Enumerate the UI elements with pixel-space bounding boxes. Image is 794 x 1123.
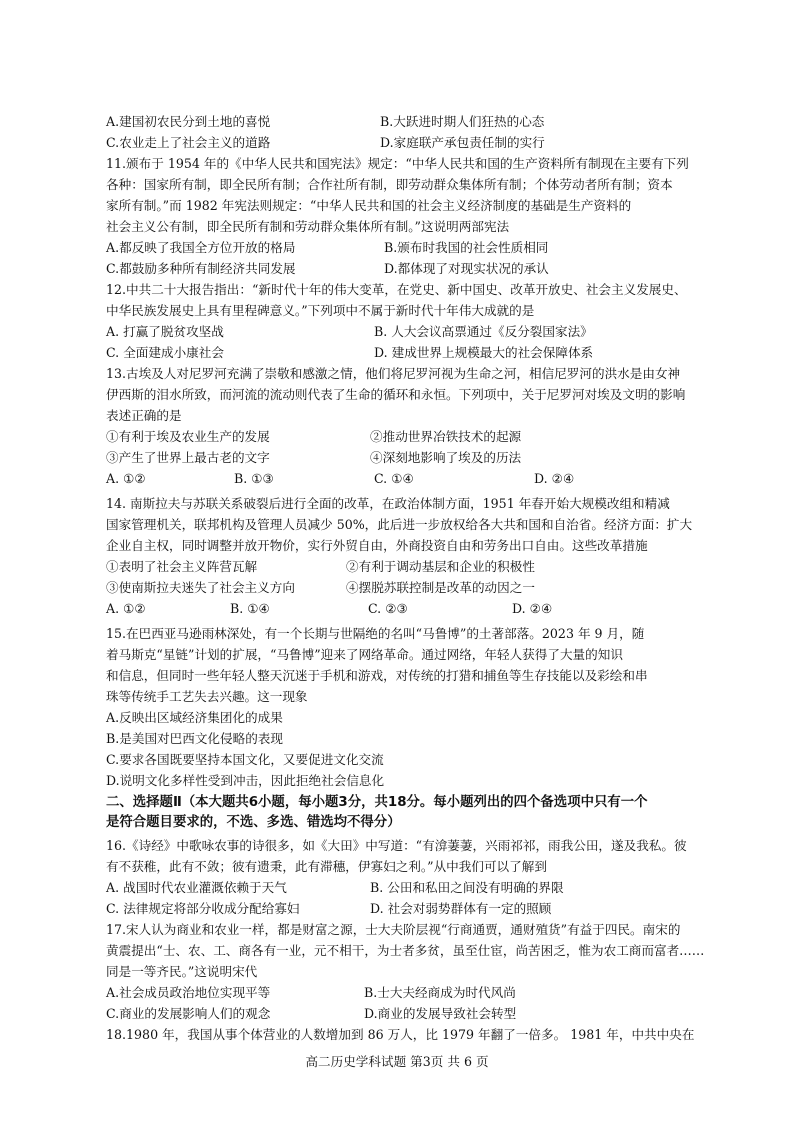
q16-option-b: B. 公田和私田之间没有明确的界限 xyxy=(370,880,564,895)
q18-stem-line: 18.1980 年，我国从事个体营业的人数增加到 86 万人，比 1979 年翻了一倍多。 1981 年，中共中央在 xyxy=(106,1027,695,1042)
page-footer: 高二历史学科试题 第3页 共 6 页 xyxy=(305,1054,489,1069)
q14-stem-line: 国家管理机关，联邦机构及管理人员减少 50%，此后进一步放权给各大共和国和自治省。经济方面：扩大 xyxy=(106,517,693,532)
q14-statement-1: ①表明了社会主义阵营瓦解 xyxy=(106,559,258,574)
q15-option-c: C.要求各国既要坚持本国文化，又要促进文化交流 xyxy=(106,752,384,767)
q12-option-d: D. 建成世界上规模最大的社会保障体系 xyxy=(374,345,594,360)
q17-stem-line: 17.宋人认为商业和农业一样，都是财富之源，士大夫阶层视“行商通贾，通财殖货”有益于四民。南宋的 xyxy=(106,922,681,937)
q17-option-c: C.商业的发展影响人们的观念 xyxy=(106,1006,271,1021)
q15-option-d: D.说明文化多样性受到冲击，因此拒绝社会信息化 xyxy=(106,773,385,788)
q15-stem-line: 着马斯克“星链”计划的扩展，“马鲁博”迎来了网络革命。通过网络，年轻人获得了大量的知识 xyxy=(106,647,623,662)
q17-option-d: D.商业的发展导致社会转型 xyxy=(364,1006,517,1021)
q14-stem-line: 14. 南斯拉夫与苏联关系破裂后进行全面的改革，在政治体制方面，1951 年春开始大规模改组和精减 xyxy=(106,496,670,511)
q14-option-c: C. ②③ xyxy=(368,601,408,616)
q17-stem-line: 同是一等齐民。”这说明宋代 xyxy=(106,964,258,979)
q10-option-b: B.大跃进时期人们狂热的心态 xyxy=(380,114,545,129)
q15-option-a: A.反映出区域经济集团化的成果 xyxy=(106,710,283,725)
q11-stem-line: 社会主义公有制，即全民所有制和劳动群众集体所有制。”这说明两部宪法 xyxy=(106,219,510,234)
q13-statement-1: ①有利于埃及农业生产的发展 xyxy=(106,429,270,444)
q16-stem-line: 有不获稚，此有不敛；彼有遗秉，此有滞穗，伊寡妇之利。”从中我们可以了解到 xyxy=(106,859,547,874)
q17-stem-line: 黄震提出“士、农、工、商各有一业，元不相干，为士者多贫，虽至仕宦，尚苦困乏，惟为农工商而富者…… xyxy=(106,943,705,958)
q12-option-b: B. 人大会议高票通过《反分裂国家法》 xyxy=(374,324,593,339)
q12-option-a: A. 打赢了脱贫攻坚战 xyxy=(106,324,224,339)
q12-stem-line: 12.中共二十大报告指出：“新时代十年的伟大变革，在党史、新中国史、改革开放史、社会主义发展史、 xyxy=(106,282,687,297)
q16-option-c: C. 法律规定将部分收成分配给寡妇 xyxy=(106,901,300,916)
section-2-heading: 是符合题目要求的，不选、多选、错选均不得分） xyxy=(106,815,401,830)
q10-option-d: D.家庭联产承包责任制的实行 xyxy=(380,135,545,150)
q13-stem-line: 13.古埃及人对尼罗河充满了崇敬和感激之情，他们将尼罗河视为生命之河，相信尼罗河的洪水是由女神 xyxy=(106,366,681,381)
q16-stem-line: 16.《诗经》中歌咏农事的诗很多，如《大田》中写道：“有渰萋萋，兴雨祁祁，雨我公田，遂及我私。彼 xyxy=(106,838,687,853)
q11-option-a: A.都反映了我国全方位开放的格局 xyxy=(106,240,296,255)
q14-option-b: B. ①④ xyxy=(230,601,270,616)
q13-statement-4: ④深刻地影响了埃及的历法 xyxy=(370,450,522,465)
q13-option-b: B. ①③ xyxy=(234,471,274,486)
q17-option-b: B.士大夫经商成为时代风尚 xyxy=(364,985,516,1000)
q15-option-b: B.是美国对巴西文化侵略的表现 xyxy=(106,731,283,746)
q11-option-b: B.颁布时我国的社会性质相同 xyxy=(384,240,549,255)
q14-stem-line: 企业自主权，同时调整并放开物价，实行外贸自由，外商投资自由和劳务出口自由。这些改革措施 xyxy=(106,538,648,553)
q13-stem-line: 伊西斯的泪水所致，而河流的流动则代表了生命的循环和永恒。下列项中，关于尼罗河对埃及文明的影响 xyxy=(106,387,686,402)
q14-option-d: D. ②④ xyxy=(512,601,553,616)
q13-option-c: C. ①④ xyxy=(374,471,414,486)
q11-stem-line: 11.颁布于 1954 年的《中华人民共和国宪法》规定：“中华人民共和国的生产资料所有制现在主要有下列 xyxy=(106,156,689,171)
q13-option-d: D. ②④ xyxy=(534,471,575,486)
q10-option-c: C.农业走上了社会主义的道路 xyxy=(106,135,271,150)
q11-option-d: D.都体现了对现实状况的承认 xyxy=(384,261,549,276)
q12-option-c: C. 全面建成小康社会 xyxy=(106,345,224,360)
q12-stem-line: 中华民族发展史上具有里程碑意义。”下列项中不属于新时代十年伟大成就的是 xyxy=(106,303,535,318)
q11-stem-line: 家所有制。”而 1982 年宪法则规定：“中华人民共和国的社会主义经济制度的基础是生产资料的 xyxy=(106,198,632,213)
q16-option-d: D. 社会对弱势群体有一定的照顾 xyxy=(370,901,552,916)
q14-statement-4: ④摆脱苏联控制是改革的动因之一 xyxy=(346,580,535,595)
q13-option-a: A. ①② xyxy=(106,471,146,486)
q17-option-a: A.社会成员政治地位实现平等 xyxy=(106,985,271,1000)
q15-stem-line: 和信息，但同时一些年轻人整天沉迷于手机和游戏，对传统的打猎和捕鱼等生存技能以及彩绘和串 xyxy=(106,668,648,683)
q15-stem-line: 15.在巴西亚马逊雨林深处，有一个长期与世隔绝的名叫“马鲁博”的土著部落。2023 年 9 月，随 xyxy=(106,626,645,641)
q11-option-c: C.都鼓励多种所有制经济共同发展 xyxy=(106,261,296,276)
q14-statement-3: ③使南斯拉夫迷失了社会主义方向 xyxy=(106,580,295,595)
q13-stem-line: 表述正确的是 xyxy=(106,408,182,423)
q15-stem-line: 珠等传统手工艺失去兴趣。这一现象 xyxy=(106,689,308,704)
q11-stem-line: 各种：国家所有制，即全民所有制；合作社所有制，即劳动群众集体所有制；个体劳动者所有制；资本 xyxy=(106,177,673,192)
q13-statement-2: ②推动世界冶铁技术的起源 xyxy=(370,429,522,444)
q16-option-a: A. 战国时代农业灌溉依赖于天气 xyxy=(106,880,287,895)
q14-option-a: A. ①② xyxy=(106,601,146,616)
q14-statement-2: ②有利于调动基层和企业的积极性 xyxy=(346,559,535,574)
section-2-heading: 二、选择题Ⅱ（本大题共6小题，每小题3分，共18分。每小题列出的四个备选项中只有一个 xyxy=(106,795,648,810)
q10-option-a: A.建国初农民分到土地的喜悦 xyxy=(106,114,271,129)
q13-statement-3: ③产生了世界上最古老的文字 xyxy=(106,450,270,465)
